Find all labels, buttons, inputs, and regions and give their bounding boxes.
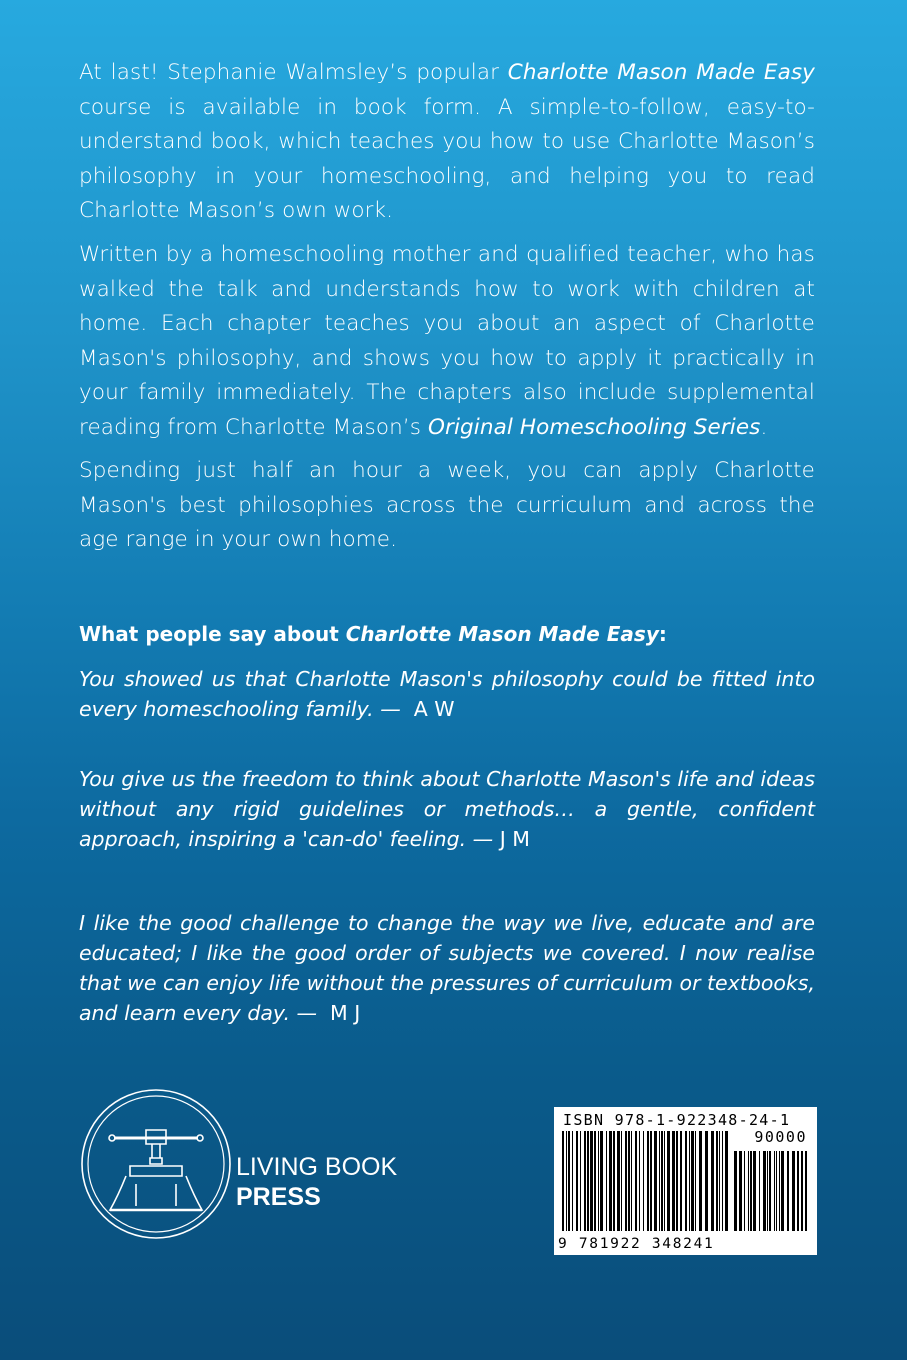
barcode-bar	[659, 1131, 660, 1231]
barcode-bar	[613, 1131, 615, 1231]
book-press-logo-icon	[80, 1088, 232, 1240]
barcode-bar	[725, 1131, 728, 1231]
barcode-bar	[774, 1151, 775, 1231]
ean-barcode-bars	[562, 1131, 728, 1231]
blurb-paragraph-2	[79, 238, 815, 445]
barcode-bar	[797, 1151, 799, 1231]
barcode-bar	[691, 1131, 694, 1231]
barcode-bar	[562, 1131, 564, 1231]
barcode-bar	[787, 1151, 789, 1231]
barcode-bar	[631, 1131, 632, 1231]
barcode-bar	[628, 1131, 630, 1231]
barcode-bar	[661, 1131, 663, 1231]
barcode-bar	[695, 1131, 696, 1231]
blurb-text: course is available in book form. A simple-to-follow, easy-to-understand book, which teaches you how to use Charlotte Mason’s philosophy in your homeschooling, and helping you to read Charlotte Mason’s own work.	[79, 94, 815, 223]
barcode-bar	[580, 1131, 581, 1231]
review-author: M J	[330, 1001, 361, 1025]
barcode-bar	[685, 1131, 687, 1231]
series-title-emphasis: Original Homeschooling Series	[428, 414, 761, 440]
review-author: A W	[413, 697, 455, 721]
barcode-bar	[566, 1131, 567, 1231]
barcode-bar	[598, 1131, 599, 1231]
barcode-bar	[647, 1131, 649, 1231]
review-quote: You showed us that Charlotte Mason's philosophy could be fitted into every homeschooling family. — A W	[79, 667, 815, 721]
barcode-bar	[699, 1131, 702, 1231]
barcode-bar	[576, 1131, 578, 1231]
barcode-bar	[584, 1131, 586, 1231]
barcode-bar	[594, 1131, 596, 1231]
barcode-bar	[722, 1131, 723, 1231]
barcode-bar	[759, 1151, 760, 1231]
barcode-bar	[568, 1131, 570, 1231]
barcode-bar	[769, 1151, 771, 1231]
barcode-bar	[676, 1131, 678, 1231]
barcode-bar	[805, 1151, 807, 1231]
blurb-paragraph-1	[79, 56, 815, 229]
price-code: 90000	[754, 1128, 807, 1146]
blurb-text: At last! Stephanie Walmsley’s popular	[79, 60, 508, 85]
blurb-text: Spending just half an hour a week, you can apply Charlotte Mason's best philosophies across the curriculum and across the age range in your own home.	[79, 458, 815, 552]
review-quote: I like the good challenge to change the way we live, educate and are educated; I like the good order of subjects we covered. I now realise that we can enjoy life without the pressures of curriculum or textbooks, and learn every day. — M J	[79, 911, 815, 1025]
barcode-bar	[767, 1151, 768, 1231]
barcode-bar	[667, 1131, 670, 1231]
barcode-bar	[625, 1131, 627, 1231]
isbn-barcode	[554, 1107, 817, 1255]
barcode-bar	[711, 1131, 714, 1231]
barcode-bar	[716, 1131, 718, 1231]
barcode-bar	[572, 1131, 573, 1231]
blurb-paragraph-3	[79, 454, 815, 558]
barcode-bar	[801, 1151, 803, 1231]
barcode-bar	[779, 1151, 780, 1231]
barcode-bar	[744, 1151, 745, 1231]
publisher-name: LIVING BOOK PRESS	[236, 1153, 398, 1211]
barcode-bar	[750, 1151, 752, 1231]
barcode-bar	[639, 1131, 640, 1231]
barcode-bar	[609, 1131, 612, 1231]
barcode-bar	[590, 1131, 593, 1231]
barcode-bar	[689, 1131, 690, 1231]
barcode-digits: 9 781922 348241	[558, 1236, 715, 1252]
barcode-bar	[781, 1151, 784, 1231]
barcode-bar	[734, 1151, 737, 1231]
barcode-bar	[650, 1131, 652, 1231]
review-quote: You give us the freedom to think about Charlotte Mason's life and ideas without any rigid guidelines or methods… a gentle, confident approach, inspiring a 'can-do' feeling. — J M	[79, 767, 815, 851]
barcode-bar	[654, 1131, 657, 1231]
price-barcode-bars	[734, 1151, 808, 1231]
barcode-bar	[635, 1131, 637, 1231]
blurb-text: Written by a homeschooling mother and qualified teacher, who has walked the talk and understands how to work with children at home. Each chapter teaches you about an aspect of Charlotte Mason's philosophy, and shows you how to apply it practically in your family immediately. The chapters also include supplemental reading from Charlotte Mason’s	[79, 242, 815, 440]
barcode-bar	[606, 1131, 607, 1231]
barcode-bar	[621, 1131, 622, 1231]
barcode-bar	[763, 1151, 766, 1231]
barcode-bar	[672, 1131, 675, 1231]
barcode-bar	[748, 1151, 749, 1231]
barcode-bar	[680, 1131, 682, 1231]
reviews-heading: What people say about Charlotte Mason Made Easy:	[79, 622, 667, 646]
barcode-bar	[739, 1151, 742, 1231]
review-author: J M	[499, 827, 530, 851]
book-title-emphasis: Charlotte Mason Made Easy	[507, 60, 815, 85]
barcode-bar	[792, 1151, 795, 1231]
barcode-bar	[776, 1151, 777, 1231]
barcode-bar	[705, 1131, 708, 1231]
barcode-bar	[617, 1131, 620, 1231]
barcode-bar	[587, 1131, 589, 1231]
barcode-bar	[600, 1131, 603, 1231]
barcode-bar	[643, 1131, 644, 1231]
barcode-bar	[753, 1151, 756, 1231]
isbn-label: ISBN 978-1-922348-24-1	[563, 1111, 791, 1129]
blurb-text: .	[760, 414, 768, 440]
barcode-bar	[719, 1131, 720, 1231]
barcode-bar	[664, 1131, 665, 1231]
